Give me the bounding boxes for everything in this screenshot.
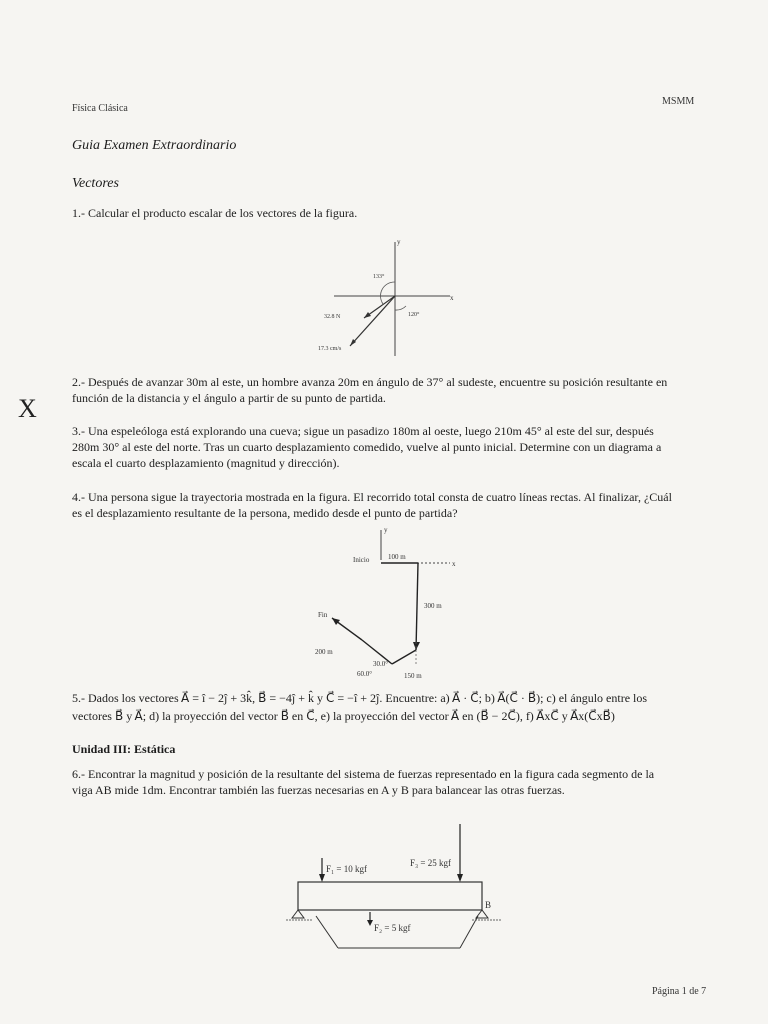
figure-trajectory bbox=[300, 522, 480, 686]
problem-6-line-1: 6.- Encontrar la magnitud y posición de la resultante del sistema de fuerzas representado en la figura cada segmento de la bbox=[72, 767, 655, 781]
fig3-f2: F₂ = 5 kgf bbox=[374, 923, 411, 933]
problem-3-line-3: escala el cuarto desplazamiento (magnitud y dirección). bbox=[72, 456, 340, 470]
figure-beam bbox=[282, 820, 512, 956]
problem-3-line-2: 280m 30° al este del norte. Tras un cuarto desplazamiento comedido, vuelve al punto inicial. Determine con un diagrama a bbox=[72, 440, 662, 454]
fig1-angle-top: 133° bbox=[373, 274, 385, 280]
fig3-b: B bbox=[485, 900, 492, 910]
problem-4-line-2: es el desplazamiento resultante de la persona, medido desde el punto de partida? bbox=[72, 506, 458, 520]
section-unidad-3: Unidad III: Estática bbox=[72, 742, 176, 756]
problem-1: 1.- Calcular el producto escalar de los vectores de la figura. bbox=[72, 206, 358, 220]
fig1-label-bottom: 17.3 cm/s bbox=[318, 346, 342, 352]
fig2-y-label: y bbox=[384, 526, 388, 534]
problem-4-line-1: 4.- Una persona sigue la trayectoria mostrada en la figura. El recorrido total consta de cuatro líneas rectas. Al finalizar, ¿Cuál bbox=[72, 490, 672, 504]
fig1-y-label: y bbox=[397, 238, 401, 246]
fig2-d200: 200 m bbox=[315, 648, 333, 656]
beam-ab bbox=[298, 882, 482, 910]
author-initials: MSMM bbox=[662, 96, 695, 107]
fig1-label-left: 32.8 N bbox=[324, 314, 341, 320]
fig2-inicio: Inicio bbox=[353, 556, 370, 564]
fig2-fin: Fin bbox=[318, 611, 328, 619]
vector-2 bbox=[350, 296, 395, 346]
fig2-a60: 60.0° bbox=[357, 670, 373, 678]
problem-5-line-1: 5.- Dados los vectores A⃗ = î − 2ĵ + 3k̂, B⃗ = −4ĵ + k̂ y C⃗ = −î + 2ĵ. Encuentre: a) A⃗ · C⃗; b) A⃗(C⃗ · B⃗); c) el ángulo entre los bbox=[72, 691, 648, 705]
problem-6-line-2: viga AB mide 1dm. Encontrar también las fuerzas necesarias en A y B para balancear las otras fuerzas. bbox=[72, 783, 565, 797]
figure-vectors bbox=[310, 234, 470, 360]
fig2-d300: 300 m bbox=[424, 602, 442, 610]
problem-2-line-1: 2.- Después de avanzar 30m al este, un hombre avanza 20m en ángulo de 37° al sudeste, encuentre su posición resultante en bbox=[72, 375, 668, 389]
page-number: Página 1 de 7 bbox=[652, 986, 707, 997]
fig2-d150: 150 m bbox=[404, 672, 422, 680]
fig2-d100: 100 m bbox=[388, 553, 406, 561]
problem-5-line-2: vectores B⃗ y A⃗; d) la proyección del vector B⃗ en C⃗, e) la proyección del vector A⃗ en (B⃗ − 2C⃗), f) A⃗xC⃗ y A⃗x(C⃗xB⃗) bbox=[72, 709, 615, 723]
path-segment-2 bbox=[416, 563, 418, 650]
section-vectores: Vectores bbox=[72, 176, 119, 191]
margin-mark: X bbox=[18, 394, 37, 423]
page-title: Guia Examen Extraordinario bbox=[72, 138, 237, 153]
problem-2-line-2: función de la distancia y el ángulo a partir de su punto de partida. bbox=[72, 391, 386, 405]
fig2-x-label: x bbox=[452, 560, 456, 568]
fig1-x-label: x bbox=[450, 294, 454, 302]
fig3-f3: F₃ = 25 kgf bbox=[410, 858, 451, 868]
course-name: Física Clásica bbox=[72, 103, 128, 114]
path-segment-3 bbox=[392, 650, 416, 664]
problem-3-line-1: 3.- Una espeleóloga está explorando una cueva; sigue un pasadizo 180m al oeste, luego 210m 45° al este del sur, después bbox=[72, 424, 654, 438]
fig1-angle-br: 120° bbox=[408, 312, 420, 318]
fig3-f1: F₁ = 10 kgf bbox=[326, 864, 367, 874]
fig2-a30: 30.0° bbox=[373, 660, 389, 668]
